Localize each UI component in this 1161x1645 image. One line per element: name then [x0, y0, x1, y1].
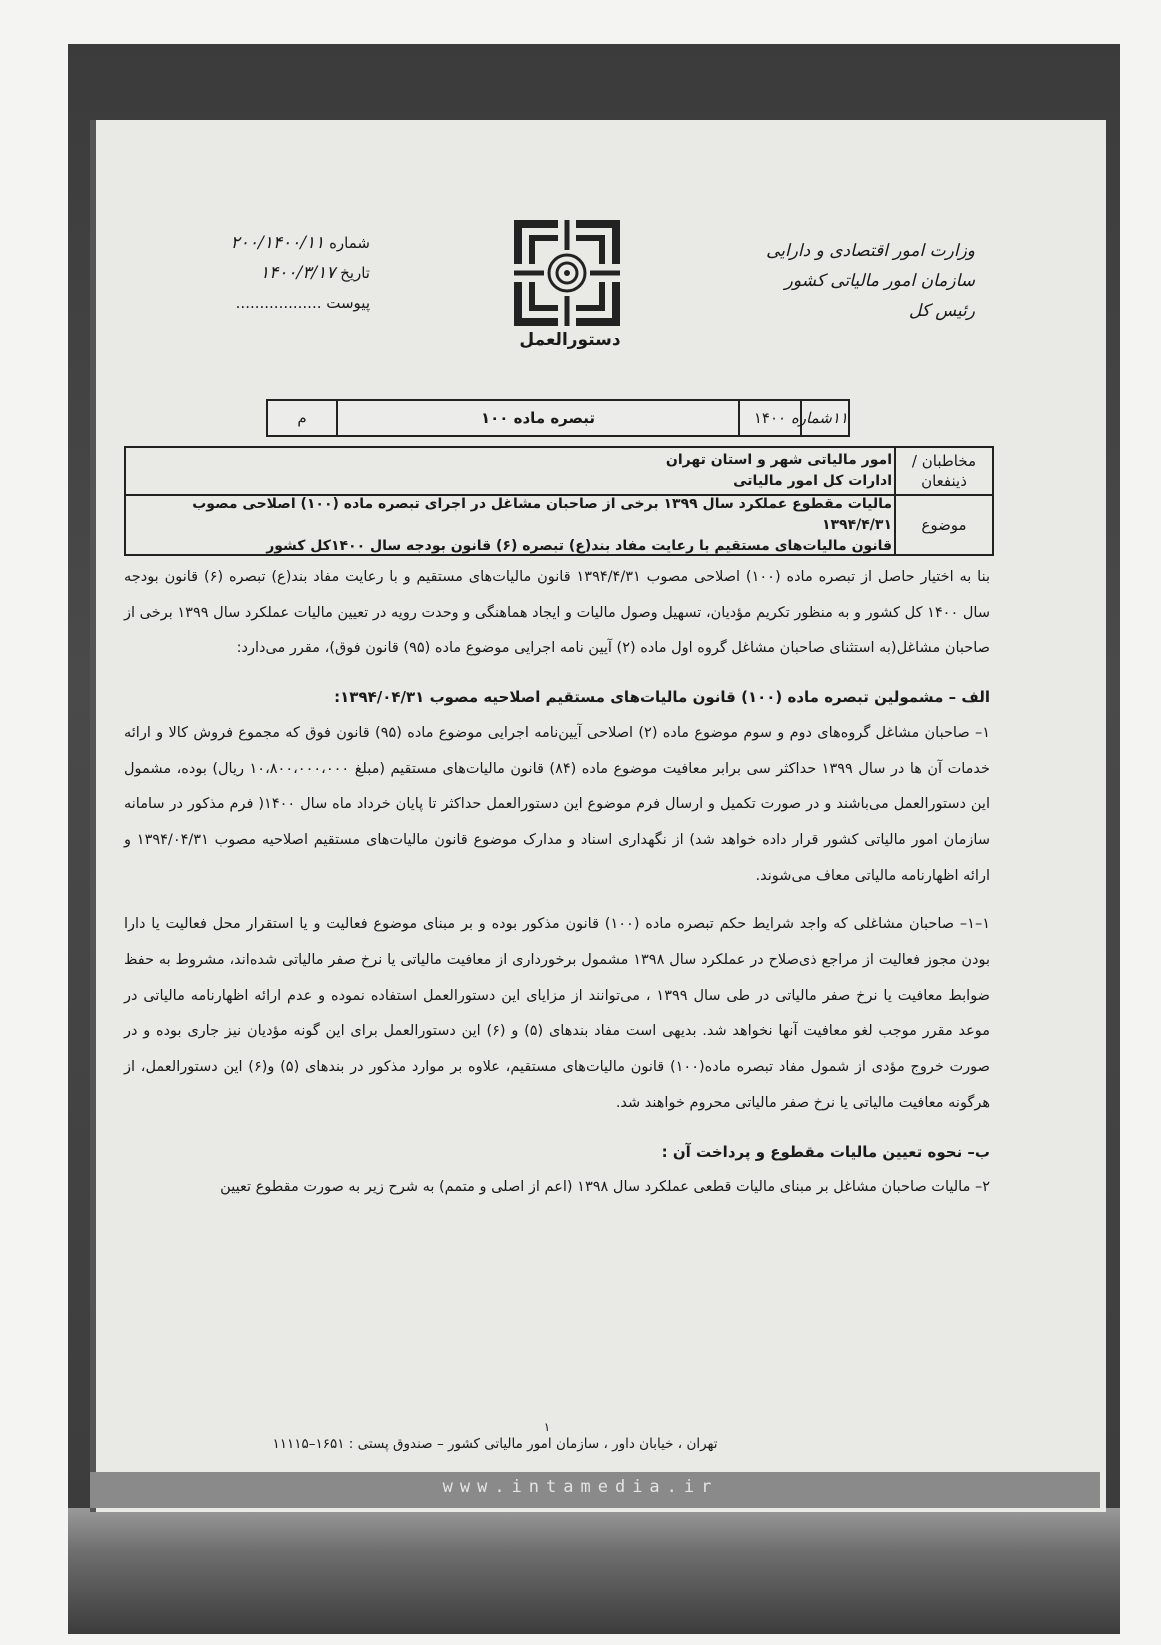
section-a-heading: الف – مشمولین تبصره ماده (۱۰۰) قانون مالیات‌های مستقیم اصلاحیه مصوب ۱۳۹۴/۰۴/۳۱:	[334, 688, 990, 707]
date-label: تاریخ	[340, 264, 370, 282]
number-value: ۲۰۰/۱۴۰۰/۱۱	[230, 233, 325, 253]
ministry-header	[735, 236, 975, 326]
paragraph-1: ۱– صاحبان مشاغل گروه‌های دوم و سوم موضوع ماده (۲) اصلاحی آیین‌نامه اجرایی موضوع ماده (۹۵) قانون فوق که مجموع فروش کالا و ارائه خدمات آن ها در سال ۱۳۹۹ حداکثر سی برابر معافیت موضوع ماده (۸۴) قانون مالیات‌های مستقیم (مبلغ ۱۰،۸۰۰،۰۰۰،۰۰۰ ریال) بوده، مشمول این دستورالعمل می‌باشند و در صورت تکمیل و ارسال فرم موضوع این دستورالعمل حداکثر تا پایان خرداد ماه سال ۱۴۰۰( فرم مذکور در سامانه سازمان امور مالیاتی کشور قرار داده خواهد شد) از نگهداری اسناد و مدارک موضوع قانون مالیات‌های مستقیم اصلاحیه مصوب ۱۳۹۴/۰۴/۳۱ و ارائه اظهارنامه مالیاتی معاف می‌شوند.	[124, 724, 991, 884]
subject-label: موضوع	[894, 496, 992, 554]
paragraph-1-1: ۱–۱– صاحبان مشاغلی که واجد شرایط حکم تبصره ماده (۱۰۰) قانون مذکور بوده و بر مبنای موضوع فعالیت و یا استقرار محل فعالیت یا دارا بودن مجوز فعالیت از مراجع ذی‌صلاح در عملکرد سال ۱۳۹۸ مشمول برخورداری از معافیت مالیاتی یا نرخ صفر مالیاتی شده‌اند، مشروط به حفظ ضوابط معافیت یا نرخ صفر مالیاتی در طی سال ۱۳۹۹ ، می‌توانند از مزایای این دستورالعمل استفاده نموده و عدم ارائه اظهارنامه مالیاتی در موعد مقرر موجب لغو معافیت آنها نخواهد شد. بدیهی است مفاد بندهای (۵) و (۶) این دستورالعمل برای این گونه مؤدیان نیز جاری بوده و در صورت خروج مؤدی از شمول مفاد تبصره ماده(۱۰۰) قانون مالیات‌های مستقیم، علاوه بر موارد مذکور در بندهای (۵) و(۶) این دستورالعمل، از هرگونه معافیت مالیاتی یا نرخ صفر مالیاتی محروم خواهند شد.	[124, 916, 990, 1111]
addressees-label-line2: ذینفعان	[921, 472, 967, 490]
instruction-year: ۱۴۰۰	[740, 401, 802, 435]
footer-address: تهران ، خیابان داور ، سازمان امور مالیاتی کشور – صندوق پستی : ۱۶۵۱–۱۱۱۱۵	[272, 1436, 718, 1452]
addressees-label	[894, 448, 992, 494]
ministry-name: وزارت امور اقتصادی و دارایی	[766, 241, 975, 261]
addressee-item: امور مالیاتی شهر و استان تهران	[665, 452, 892, 468]
scan-bottom-shadow	[68, 1508, 1120, 1634]
number-label: شماره	[329, 234, 370, 252]
addressees-value	[134, 448, 892, 494]
instruction-number: ۱۱شماره	[790, 409, 848, 427]
instruction-title: تبصره ماده ۱۰۰	[338, 401, 740, 435]
section-b-heading: ب– نحوه تعیین مالیات مقطوع و پرداخت آن :	[661, 1142, 990, 1161]
addressees-row	[126, 448, 992, 496]
title-row	[266, 399, 850, 437]
subject-line: مالیات مقطوع عملکرد سال ۱۳۹۹ برخی از صاحبان مشاغل در اجرای تبصره ماده (۱۰۰) اصلاحی مصوب ۱۳۹۴/۴/۳۱	[192, 495, 892, 533]
document-body	[124, 560, 990, 1206]
row-code: م	[268, 401, 338, 435]
intro-paragraph: بنا به اختیار حاصل از تبصره ماده (۱۰۰) اصلاحی مصوب ۱۳۹۴/۴/۳۱ قانون مالیات‌های مستقیم و با رعایت مفاد بند(ع) تبصره (۶) قانون بودجه سال ۱۴۰۰ کل کشور و به منظور تکریم مؤدیان، تسهیل وصول مالیات و ایجاد هماهنگی و وحدت رویه در تعیین مالیات عملکرد سال ۱۳۹۹ برخی از صاحبان مشاغل(به استثنای صاحبان مشاغل گروه اول ماده (۲) آیین نامه اجرایی موضوع ماده (۹۵) قانون فوق)، مقرر می‌دارد:	[124, 569, 991, 657]
subject-line: قانون مالیات‌های مستقیم با رعایت مفاد بند(ع) تبصره (۶) قانون بودجه سال ۱۴۰۰کل کشور	[266, 537, 892, 554]
watermark-url: www.intamedia.ir	[442, 1477, 719, 1497]
meta-table	[124, 446, 994, 556]
tax-organization-emblem-icon	[514, 220, 620, 326]
paragraph-2: ۲– مالیات صاحبان مشاغل بر مبنای مالیات قطعی عملکرد سال ۱۳۹۸ (اعم از اصلی و متمم) به شرح زیر به صورت مقطوع تعیین	[220, 1179, 990, 1196]
document-type: دستورالعمل	[519, 330, 621, 350]
head-title: رئیس کل	[908, 301, 975, 321]
addressee-item: ادارات کل امور مالیاتی	[733, 473, 892, 489]
reference-block: شماره ۲۰۰/۱۴۰۰/۱۱ تاریخ ۱۴۰۰/۳/۱۷ پیوست ..................	[230, 233, 370, 312]
subject-value	[134, 496, 892, 554]
organization-name: سازمان امور مالیاتی کشور	[784, 271, 975, 291]
subject-row	[126, 496, 992, 556]
addressees-label-line1: مخاطبان /	[911, 452, 977, 470]
page-number: ۱	[543, 1420, 551, 1434]
date-value: ۱۴۰۰/۳/۱۷	[259, 263, 336, 283]
attachment-label: پیوست	[326, 294, 370, 312]
